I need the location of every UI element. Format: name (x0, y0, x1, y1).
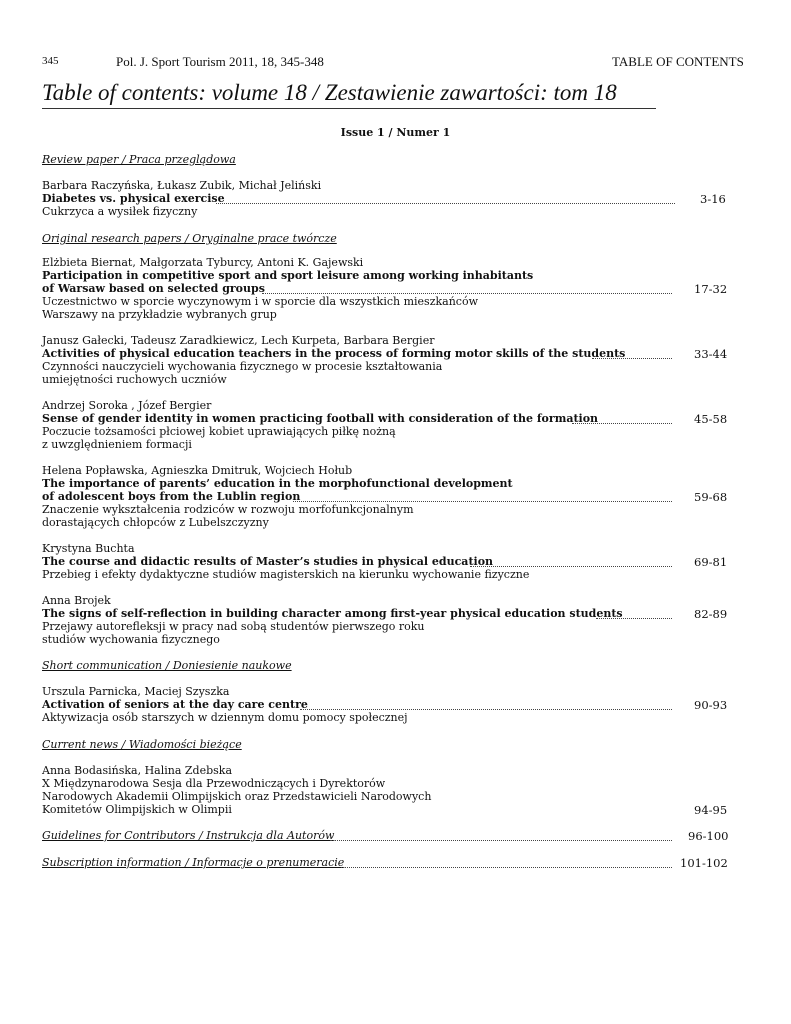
dot-leader (216, 203, 675, 204)
dot-leader (300, 709, 672, 710)
entry-pages: 33-44 (694, 347, 728, 361)
guidelines-label: Guidelines for Contributors / Instrukcja dla Autorów (42, 829, 335, 842)
dot-leader (572, 423, 672, 424)
entry-authors: Anna Brojek (42, 594, 111, 607)
entry-title: of Warsaw based on selected groups (42, 282, 265, 295)
dot-leader (262, 293, 672, 294)
entry-polish-title: Uczestnictwo w sporcie wyczynowym i w sporcie dla wszystkich mieszkańców (42, 295, 479, 308)
category-short: Short communication / Doniesienie naukowe (42, 659, 292, 672)
entry-polish-title: Czynności nauczycieli wychowania fizycznego w procesie kształtowania (42, 360, 443, 373)
entry-pages: 17-32 (694, 282, 728, 296)
page-title: Table of contents: volume 18 / Zestawienie zawartości: tom 18 (42, 80, 617, 105)
entry-authors: Barbara Raczyńska, Łukasz Zubik, Michał Jeliński (42, 179, 322, 192)
entry-pages: 59-68 (694, 490, 728, 504)
page-number: 345 (42, 55, 59, 67)
entry-polish-title: Komitetów Olimpijskich w Olimpii (42, 803, 232, 816)
category-original: Original research papers / Oryginalne prace twórcze (42, 232, 337, 245)
entry-title: Participation in competitive sport and sport leisure among working inhabitants (42, 269, 534, 282)
entry-pages: 96-100 (688, 829, 729, 843)
entry-authors: Andrzej Soroka , Józef Bergier (42, 399, 212, 412)
entry-pages: 45-58 (694, 412, 728, 426)
entry-title: Activation of seniors at the day care centre (42, 698, 308, 711)
entry-polish-title: dorastających chłopców z Lubelszczyzny (42, 516, 269, 529)
entry-authors: Krystyna Buchta (42, 542, 135, 555)
subscription-label: Subscription information / Informacje o prenumeracie (42, 856, 345, 869)
title-rule (42, 108, 656, 109)
entry-title: Activities of physical education teachers in the process of forming motor skills of the students (42, 347, 626, 360)
entry-polish-title: Znaczenie wykształcenia rodziców w rozwoju morfofunkcjonalnym (42, 503, 414, 516)
entry-polish-title: studiów wychowania fizycznego (42, 633, 220, 646)
entry-title: of adolescent boys from the Lublin region (42, 490, 301, 503)
entry-title: Sense of gender identity in women practicing football with consideration of the formation (42, 412, 599, 425)
dot-leader (341, 867, 672, 868)
entry-title: The course and didactic results of Master’s studies in physical education (42, 555, 494, 568)
entry-polish-title: z uwzględnieniem formacji (42, 438, 192, 451)
entry-title: The importance of parents’ education in the morphofunctional development (42, 477, 513, 490)
entry-polish-title: umiejętności ruchowych uczniów (42, 373, 227, 386)
entry-title: The signs of self-reflection in building character among first-year physical education students (42, 607, 623, 620)
entry-pages: 90-93 (694, 698, 728, 712)
journal-citation: Pol. J. Sport Tourism 2011, 18, 345-348 (116, 54, 324, 69)
dot-leader (592, 358, 672, 359)
entry-polish-title: Narodowych Akademii Olimpijskich oraz Przedstawicieli Narodowych (42, 790, 432, 803)
entry-polish-title: Przejawy autorefleksji w pracy nad sobą studentów pierwszego roku (42, 620, 425, 633)
entry-authors: Anna Bodasińska, Halina Zdebska (42, 764, 233, 777)
category-news: Current news / Wiadomości bieżące (42, 738, 242, 751)
entry-title: Diabetes vs. physical exercise (42, 192, 225, 205)
section-label: TABLE OF CONTENTS (612, 54, 744, 69)
entry-polish-title: X Międzynarodowa Sesja dla Przewodniczących i Dyrektorów (42, 777, 386, 790)
dot-leader (293, 501, 672, 502)
entry-pages: 69-81 (694, 555, 728, 569)
entry-polish-title: Cukrzyca a wysiłek fizyczny (42, 205, 198, 218)
dot-leader (470, 566, 672, 567)
entry-authors: Janusz Gałecki, Tadeusz Zaradkiewicz, Lech Kurpeta, Barbara Bergier (42, 334, 435, 347)
entry-polish-title: Poczucie tożsamości płciowej kobiet uprawiających piłkę nożną (42, 425, 396, 438)
dot-leader (330, 840, 672, 841)
entry-authors: Helena Popławska, Agnieszka Dmitruk, Wojciech Hołub (42, 464, 353, 477)
entry-polish-title: Przebieg i efekty dydaktyczne studiów magisterskich na kierunku wychowanie fizyczne (42, 568, 530, 581)
issue-heading: Issue 1 / Numer 1 (340, 126, 451, 139)
entry-authors: Urszula Parnicka, Maciej Szyszka (42, 685, 230, 698)
dot-leader (596, 618, 672, 619)
entry-polish-title: Aktywizacja osób starszych w dziennym domu pomocy społecznej (42, 711, 408, 724)
entry-authors: Elżbieta Biernat, Małgorzata Tyburcy, Antoni K. Gajewski (42, 256, 364, 269)
entry-polish-title: Warszawy na przykładzie wybranych grup (42, 308, 277, 321)
entry-pages: 3-16 (700, 192, 726, 206)
entry-pages: 82-89 (694, 607, 728, 621)
category-review: Review paper / Praca przeglądowa (42, 153, 236, 166)
entry-pages: 94-95 (694, 803, 728, 817)
entry-pages: 101-102 (680, 856, 728, 870)
